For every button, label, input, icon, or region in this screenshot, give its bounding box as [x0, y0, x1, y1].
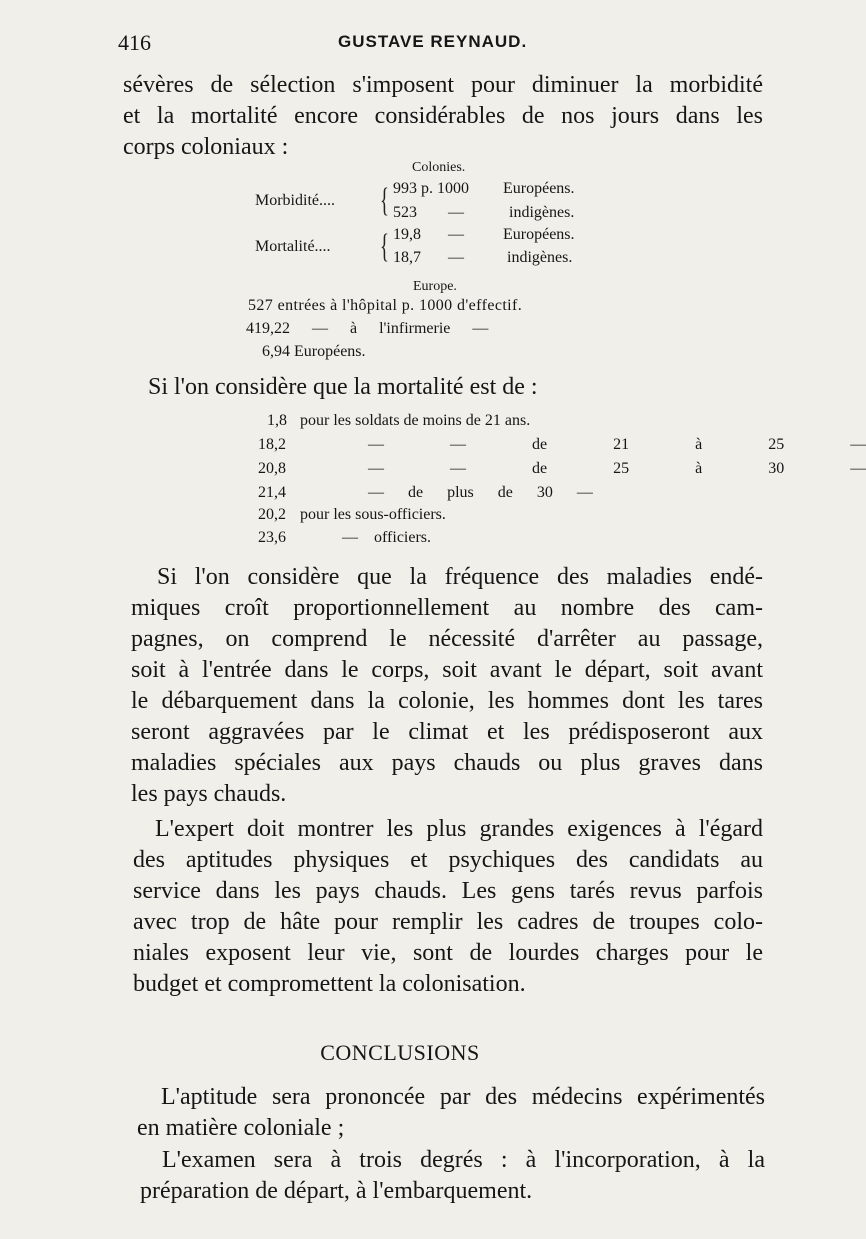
mortality-text: — officiers.	[342, 529, 432, 546]
morbidite-label: Morbidité....	[255, 192, 335, 209]
mortality-value: 20,2	[258, 506, 286, 523]
text-line: avec trop de hâte pour remplir les cadres de troupes colo-	[133, 909, 763, 935]
morbidite-value-2: 523	[393, 204, 417, 221]
text-line: sévères de sélection s'imposent pour diminuer la morbidité	[123, 72, 763, 98]
paragraph-3	[137, 1082, 765, 1144]
morbidite-group-1: Européens.	[503, 180, 575, 197]
mortality-value: 21,4	[258, 484, 286, 501]
text-line: pagnes, on comprend le nécessité d'arrêter au passage,	[131, 626, 763, 652]
text-line: service dans les pays chauds. Les gens tarés revus parfois	[133, 878, 763, 904]
paragraph-1	[131, 562, 763, 810]
europe-line-1: 527 entrées à l'hôpital p. 1000 d'effectif.	[248, 297, 523, 314]
text-line: L'aptitude sera prononcée par des médecins expérimentés	[161, 1084, 765, 1110]
mortality-text: pour les sous-officiers.	[300, 506, 446, 523]
mortality-text: — — de 25 à 30 —	[368, 460, 866, 477]
mortality-text: — — de 21 à 25 —	[368, 436, 866, 453]
text-line: maladies spéciales aux pays chauds ou plus graves dans	[131, 750, 763, 776]
europe-line-2: 419,22 — à l'infirmerie —	[246, 320, 489, 337]
text-line: L'expert doit montrer les plus grandes exigences à l'égard	[155, 816, 763, 842]
intro-paragraph	[123, 70, 763, 163]
text-line: des aptitudes physiques et psychiques des candidats au	[133, 847, 763, 873]
text-line: corps coloniaux :	[123, 134, 289, 160]
paragraph-2	[133, 814, 763, 1000]
text-line: miques croît proportionnellement au nombre des cam-	[131, 595, 763, 621]
text-line: niales exposent leur vie, sont de lourdes charges pour le	[133, 940, 763, 966]
colonies-heading: Colonies.	[412, 160, 466, 175]
text-line: budget et compromettent la colonisation.	[133, 971, 526, 997]
mortalite-label: Mortalité....	[255, 238, 331, 255]
mortality-value: 20,8	[258, 460, 286, 477]
mortalite-group-2: indigènes.	[507, 249, 573, 266]
mortalite-dash-2: —	[448, 249, 464, 266]
mortality-value: 1,8	[267, 412, 287, 429]
text-line: L'examen sera à trois degrés : à l'incorporation, à la	[162, 1147, 765, 1173]
text-line: soit à l'entrée dans le corps, soit avant le départ, soit avant	[131, 657, 763, 683]
text-line: Si l'on considère que la fréquence des maladies endé-	[157, 564, 763, 590]
text-line: préparation de départ, à l'embarquement.	[140, 1178, 533, 1204]
mortalite-value-2: 18,7	[393, 249, 421, 266]
mortality-value: 23,6	[258, 529, 286, 546]
page-number: 416	[118, 30, 151, 55]
mortalite-group-1: Européens.	[503, 226, 575, 243]
mortality-intro: Si l'on considère que la mortalité est de :	[148, 374, 538, 400]
page-header	[118, 30, 768, 64]
text-line: le débarquement dans la colonie, les hommes dont les tares	[131, 688, 763, 714]
text-line: seront aggravées par le climat et les prédisposeront aux	[131, 719, 763, 745]
running-head: GUSTAVE REYNAUD.	[338, 32, 528, 51]
morbidite-dash-2: —	[448, 204, 464, 221]
mortality-value: 18,2	[258, 436, 286, 453]
mortalite-value-1: 19,8	[393, 226, 421, 243]
europe-line-3: 6,94 Européens.	[262, 343, 366, 360]
morbidite-group-2: indigènes.	[509, 204, 575, 221]
paragraph-4	[140, 1145, 765, 1207]
mortality-text: — de plus de 30 —	[368, 484, 593, 501]
text-line: et la mortalité encore considérables de nos jours dans les	[123, 103, 763, 129]
brace-morbidite: {	[380, 182, 389, 219]
mortality-text: pour les soldats de moins de 21 ans.	[300, 412, 531, 429]
mortalite-dash-1: —	[448, 226, 464, 243]
text-line: les pays chauds.	[131, 781, 287, 807]
europe-heading: Europe.	[413, 279, 457, 294]
morbidite-value-1: 993 p. 1000	[393, 180, 469, 197]
conclusions-heading: CONCLUSIONS	[320, 1040, 480, 1065]
brace-mortalite: {	[380, 228, 389, 265]
text-line: en matière coloniale ;	[137, 1115, 345, 1141]
